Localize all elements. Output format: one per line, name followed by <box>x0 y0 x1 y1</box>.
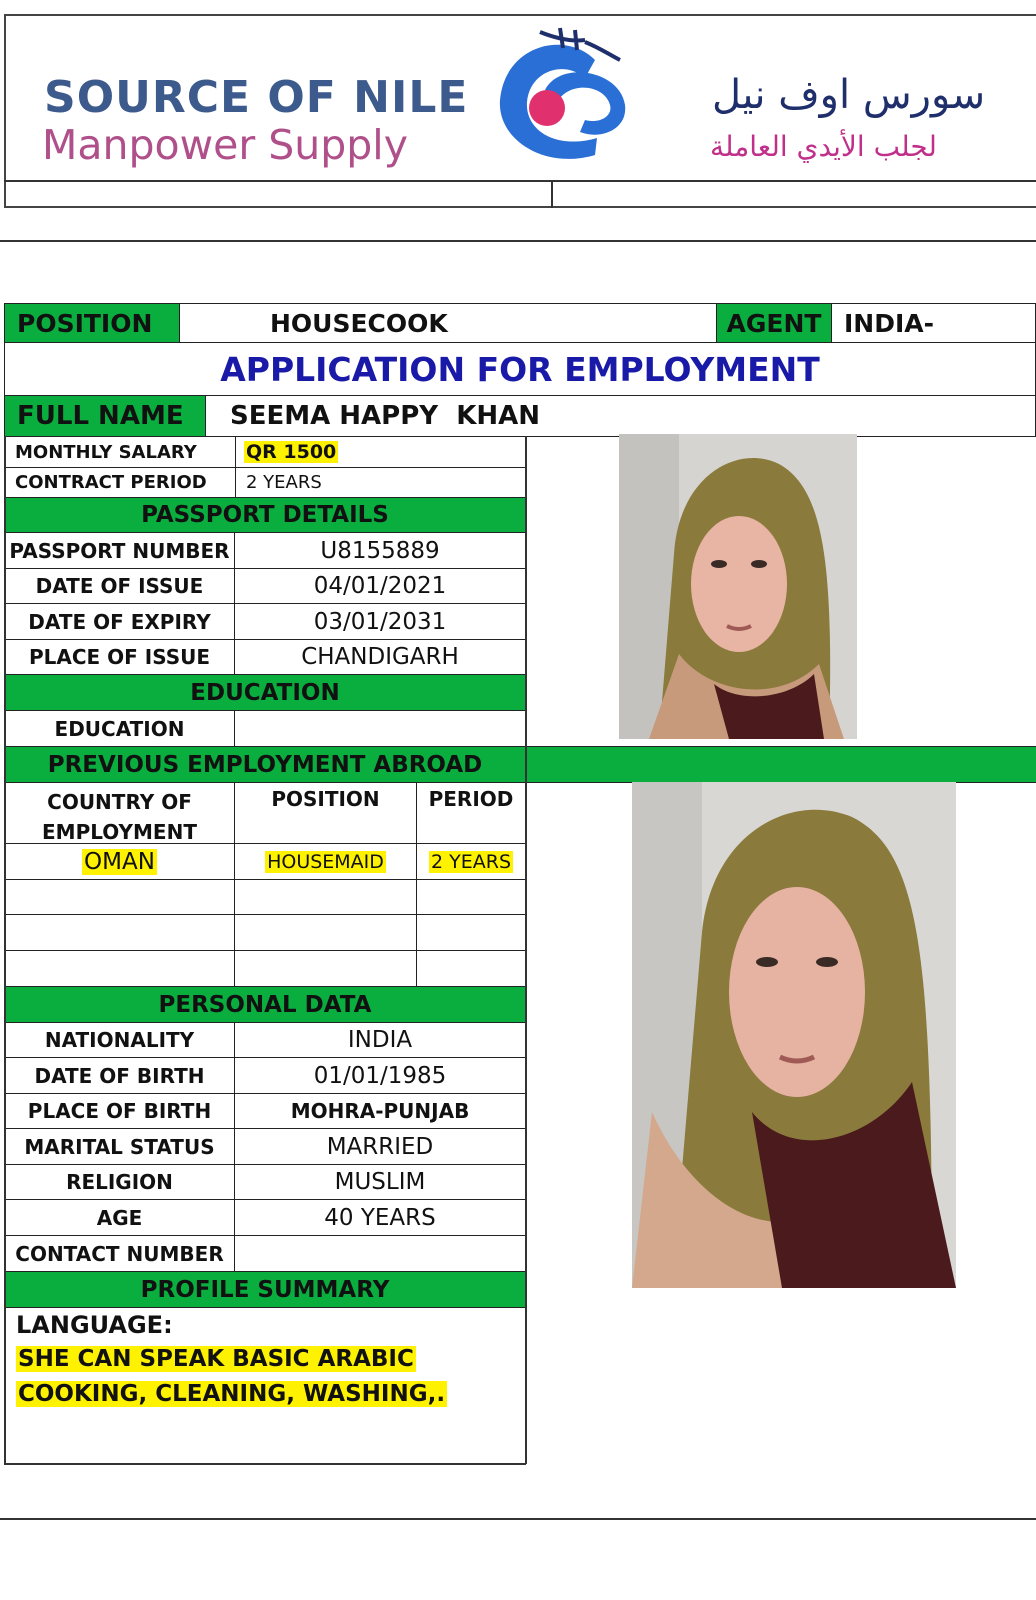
applicant-photo-1 <box>619 434 857 739</box>
header-divider-vertical <box>551 181 553 208</box>
date-of-issue-value: 04/01/2021 <box>234 568 526 604</box>
employment-empty-cell <box>4 879 235 915</box>
employment-row-position <box>234 843 417 880</box>
right-frame-line <box>525 436 527 1464</box>
company-tagline-ar: لجلب الأيدي العاملة <box>710 130 937 163</box>
marital-status-value: MARRIED <box>234 1128 526 1165</box>
education-value <box>234 710 526 747</box>
place-of-issue-label: PLACE OF ISSUE <box>4 639 235 675</box>
dob-value: 01/01/1985 <box>234 1057 526 1094</box>
salary-value-cell <box>235 436 526 468</box>
employment-country-value: OMAN <box>84 848 155 875</box>
employment-empty-cell <box>4 950 235 987</box>
employment-empty-cell <box>416 950 526 987</box>
photo-eye-right <box>751 560 767 568</box>
separator-top <box>0 240 1036 242</box>
left-frame-line <box>4 436 6 1464</box>
agent-value: INDIA- <box>831 303 1036 343</box>
form-title: APPLICATION FOR EMPLOYMENT <box>4 342 1036 396</box>
education-heading: EDUCATION <box>4 674 526 711</box>
date-of-expiry-label: DATE OF EXPIRY <box>4 603 235 640</box>
education-label: EDUCATION <box>4 710 235 747</box>
date-of-expiry-value: 03/01/2031 <box>234 603 526 640</box>
profile-line-1-text: SHE CAN SPEAK BASIC ARABIC <box>18 1346 414 1372</box>
religion-label: RELIGION <box>4 1164 235 1200</box>
age-value: 40 YEARS <box>234 1199 526 1236</box>
salary-value: QR 1500 <box>246 441 337 463</box>
contact-number-label: CONTACT NUMBER <box>4 1235 235 1272</box>
profile-line-2 <box>16 1379 447 1409</box>
nationality-value: INDIA <box>234 1022 526 1058</box>
place-of-issue-value: CHANDIGARH <box>234 639 526 675</box>
age-label: AGE <box>4 1199 235 1236</box>
employment-period-value: 2 YEARS <box>431 850 511 873</box>
employment-heading: PREVIOUS EMPLOYMENT ABROAD <box>4 746 526 783</box>
photo-eye-left <box>711 560 727 568</box>
place-of-birth-value: MOHRA-PUNJAB <box>234 1093 526 1129</box>
company-tagline-en: Manpower Supply <box>42 121 408 169</box>
agent-label: AGENT <box>716 303 832 343</box>
logo-pink-dot <box>529 90 565 126</box>
company-name-en: SOURCE OF NILE <box>44 72 469 123</box>
employment-col-period: PERIOD <box>416 782 526 844</box>
employment-empty-cell <box>4 914 235 951</box>
employment-empty-cell <box>234 914 417 951</box>
employment-heading-extension <box>525 746 1036 783</box>
photo-eye-left <box>756 957 778 967</box>
separator-bottom <box>0 1518 1036 1520</box>
contact-number-value <box>234 1235 526 1272</box>
header-divider <box>4 180 1036 182</box>
photo-face <box>729 887 865 1097</box>
marital-status-label: MARITAL STATUS <box>4 1128 235 1165</box>
full-name-label: FULL NAME <box>4 395 206 437</box>
employment-position-value: HOUSEMAID <box>267 850 384 873</box>
employment-row-period <box>416 843 526 880</box>
employment-empty-cell <box>416 914 526 951</box>
profile-heading: PROFILE SUMMARY <box>4 1271 526 1308</box>
religion-value: MUSLIM <box>234 1164 526 1200</box>
applicant-photo-2 <box>632 782 956 1288</box>
passport-heading: PASSPORT DETAILS <box>4 497 526 533</box>
personal-heading: PERSONAL DATA <box>4 986 526 1023</box>
passport-number-label: PASSPORT NUMBER <box>4 532 235 569</box>
bottom-frame-line <box>4 1463 526 1465</box>
company-name-ar: سورس اوف نيل <box>712 72 986 118</box>
employment-empty-cell <box>234 950 417 987</box>
employment-row-country <box>4 843 235 880</box>
company-logo <box>485 20 645 170</box>
contract-value: 2 YEARS <box>235 467 526 498</box>
photo-eye-right <box>816 957 838 967</box>
passport-number-value: U8155889 <box>234 532 526 569</box>
contract-label: CONTRACT PERIOD <box>4 467 236 498</box>
nationality-label: NATIONALITY <box>4 1022 235 1058</box>
employment-empty-cell <box>416 879 526 915</box>
profile-language-label: LANGUAGE: <box>16 1311 173 1339</box>
employment-col-position: POSITION <box>234 782 417 844</box>
photo-face <box>691 516 787 652</box>
date-of-issue-label: DATE OF ISSUE <box>4 568 235 604</box>
dob-label: DATE OF BIRTH <box>4 1057 235 1094</box>
employment-col-country: COUNTRY OF EMPLOYMENT <box>4 782 235 844</box>
place-of-birth-label: PLACE OF BIRTH <box>4 1093 235 1129</box>
position-value: HOUSECOOK <box>179 303 717 343</box>
position-label: POSITION <box>4 303 180 343</box>
profile-line-1 <box>16 1344 416 1374</box>
profile-line-2-text: COOKING, CLEANING, WASHING,. <box>18 1381 446 1407</box>
employment-empty-cell <box>234 879 417 915</box>
salary-label: MONTHLY SALARY <box>4 436 236 468</box>
full-name-value: SEEMA HAPPY KHAN <box>205 395 1036 437</box>
